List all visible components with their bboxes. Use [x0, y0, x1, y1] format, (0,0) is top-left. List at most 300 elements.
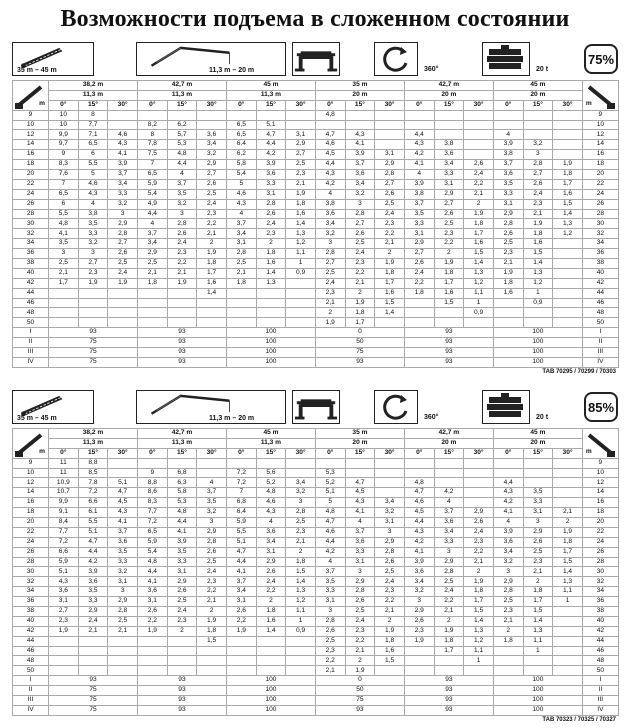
- table-row: [13, 636, 619, 646]
- telescope-section-label: II: [582, 338, 618, 348]
- load-value-cell: 4,7: [315, 518, 345, 528]
- load-value-cell: 3,2: [78, 239, 108, 249]
- load-value-cell: 2,4: [345, 249, 375, 259]
- load-value-cell: 1,6: [464, 239, 494, 249]
- load-value-cell: 7,2: [226, 478, 256, 488]
- load-value-cell: 1,5: [523, 249, 553, 259]
- telescope-section-label: I: [13, 328, 49, 338]
- load-value-cell: 2,1: [464, 189, 494, 199]
- load-value-cell: 3,5: [108, 547, 138, 557]
- radius-cell: 28: [13, 209, 49, 219]
- radius-cell: 20: [13, 518, 49, 528]
- load-value-cell: [108, 298, 138, 308]
- load-value-cell: 2,3: [49, 616, 79, 626]
- load-value-cell: [553, 656, 583, 666]
- load-value-cell: 2,9: [256, 557, 286, 567]
- load-value-cell: [286, 318, 316, 328]
- load-value-cell: 2,4: [167, 239, 197, 249]
- telescope-percent-cell: 50: [315, 338, 404, 348]
- boom-length-label: 35 m – 45 m: [17, 67, 57, 74]
- load-value-cell: 2: [523, 577, 553, 587]
- load-value-cell: 2,1: [197, 229, 227, 239]
- load-value-cell: 2,3: [78, 268, 108, 278]
- header-row-angle: [13, 448, 619, 458]
- load-value-cell: 3,3: [523, 498, 553, 508]
- load-value-cell: [464, 498, 494, 508]
- load-value-cell: 6,5: [226, 120, 256, 130]
- load-value-cell: 2,4: [345, 616, 375, 626]
- telescope-percent-cell: 93: [404, 357, 493, 367]
- load-value-cell: 3,1: [226, 597, 256, 607]
- load-value-cell: 5,4: [137, 189, 167, 199]
- load-value-cell: 7,2: [226, 468, 256, 478]
- load-value-cell: 5,5: [226, 527, 256, 537]
- radius-cell: 9: [582, 458, 618, 468]
- load-value-cell: [167, 288, 197, 298]
- load-value-cell: 3,5: [523, 488, 553, 498]
- radius-cell: 36: [582, 597, 618, 607]
- load-value-cell: 2,3: [286, 170, 316, 180]
- load-value-cell: 2,3: [375, 219, 405, 229]
- load-value-cell: 4,4: [404, 130, 434, 140]
- telescope-percent-cell: 75: [49, 338, 138, 348]
- load-value-cell: 3,2: [108, 199, 138, 209]
- load-value-cell: 4,2: [404, 150, 434, 160]
- load-value-cell: 3,8: [493, 150, 523, 160]
- load-value-cell: [137, 636, 167, 646]
- load-value-cell: 2,7: [315, 259, 345, 269]
- jib-angle-header: 15°: [78, 100, 108, 110]
- telescope-percent-cell: 100: [226, 705, 315, 715]
- load-value-cell: [286, 278, 316, 288]
- jib-angle-header: 0°: [49, 100, 79, 110]
- jib-length-header: 11,3 m: [226, 90, 315, 100]
- jib-angle-header: 15°: [434, 100, 464, 110]
- load-value-cell: [167, 646, 197, 656]
- load-value-cell: 2,3: [404, 626, 434, 636]
- load-value-cell: 3,1: [167, 567, 197, 577]
- jib-angle-header: 0°: [493, 448, 523, 458]
- load-value-cell: 3,1: [315, 597, 345, 607]
- load-value-cell: [375, 120, 405, 130]
- load-value-cell: 4,4: [315, 160, 345, 170]
- load-value-cell: [404, 110, 434, 120]
- load-value-cell: 11: [49, 458, 79, 468]
- load-value-cell: 2,5: [493, 597, 523, 607]
- load-value-cell: 3,1: [256, 189, 286, 199]
- load-value-cell: [167, 666, 197, 676]
- load-value-cell: 4,8: [256, 488, 286, 498]
- telescope-section-label: III: [582, 696, 618, 706]
- load-value-cell: [553, 646, 583, 656]
- radius-cell: 40: [582, 616, 618, 626]
- load-value-cell: 1,7: [434, 646, 464, 656]
- radius-cell: 48: [13, 656, 49, 666]
- load-value-cell: [286, 298, 316, 308]
- load-value-cell: [226, 110, 256, 120]
- load-value-cell: [464, 110, 494, 120]
- telescope-percent-row: [13, 357, 619, 367]
- load-value-cell: [286, 120, 316, 130]
- load-value-cell: 3,6: [108, 537, 138, 547]
- load-value-cell: 7: [137, 160, 167, 170]
- load-value-cell: 2,7: [49, 607, 79, 617]
- load-value-cell: 2,1: [464, 557, 494, 567]
- telescope-percent-cell: 100: [493, 696, 582, 706]
- telescope-percent-cell: 93: [137, 705, 226, 715]
- load-value-cell: 2,8: [493, 219, 523, 229]
- load-value-cell: 5,3: [315, 468, 345, 478]
- table-row: [13, 278, 619, 288]
- load-table: [12, 428, 619, 716]
- load-value-cell: [553, 607, 583, 617]
- load-value-cell: 2,6: [464, 518, 494, 528]
- table-row: [13, 626, 619, 636]
- load-value-cell: 1,6: [375, 288, 405, 298]
- load-value-cell: [108, 646, 138, 656]
- load-value-cell: [197, 120, 227, 130]
- telescope-percent-cell: 0: [315, 676, 404, 686]
- load-value-cell: [108, 468, 138, 478]
- load-value-cell: [256, 666, 286, 676]
- load-value-cell: 2,7: [78, 259, 108, 269]
- table-row: [13, 110, 619, 120]
- jib-length-header: 11,3 m: [49, 90, 138, 100]
- radius-cell: 14: [13, 140, 49, 150]
- load-value-cell: 4,4: [315, 537, 345, 547]
- jib-angle-header: 30°: [286, 448, 316, 458]
- load-value-cell: 2,3: [315, 646, 345, 656]
- telescope-percent-cell: 100: [493, 686, 582, 696]
- jib-angle-header: 30°: [197, 100, 227, 110]
- load-value-cell: 9,1: [49, 508, 79, 518]
- boom-length-label: 35 m – 45 m: [17, 415, 57, 422]
- load-value-cell: 1,7: [553, 547, 583, 557]
- load-value-cell: [167, 318, 197, 328]
- load-value-cell: [137, 308, 167, 318]
- load-value-cell: 2,6: [345, 229, 375, 239]
- load-value-cell: 2,8: [315, 249, 345, 259]
- load-value-cell: 4,6: [315, 527, 345, 537]
- load-value-cell: [197, 318, 227, 328]
- load-value-cell: 1,9: [434, 626, 464, 636]
- load-value-cell: 3,4: [226, 229, 256, 239]
- load-value-cell: 3,6: [256, 170, 286, 180]
- load-value-cell: 2,1: [493, 259, 523, 269]
- load-value-cell: 9: [49, 150, 79, 160]
- table-row: [13, 646, 619, 656]
- jib-angle-header: 15°: [256, 448, 286, 458]
- load-value-cell: 2,6: [315, 626, 345, 636]
- telescope-section-label: IV: [582, 357, 618, 367]
- load-value-cell: [434, 308, 464, 318]
- load-value-cell: 4,8: [315, 508, 345, 518]
- radius-cell: 24: [13, 189, 49, 199]
- load-value-cell: 4,2: [404, 537, 434, 547]
- load-value-cell: 1,8: [286, 199, 316, 209]
- radius-cell: 22: [582, 179, 618, 189]
- load-value-cell: 3: [523, 518, 553, 528]
- radius-cell: 34: [13, 587, 49, 597]
- radius-cell: 18: [13, 508, 49, 518]
- load-value-cell: 3,2: [197, 150, 227, 160]
- load-value-cell: [553, 498, 583, 508]
- load-value-cell: 3,4: [256, 537, 286, 547]
- load-value-cell: [523, 308, 553, 318]
- load-value-cell: 4,3: [345, 498, 375, 508]
- boom-length-header: 35 m: [315, 429, 404, 439]
- load-value-cell: 1,7: [49, 278, 79, 288]
- unit-label: m: [585, 100, 592, 108]
- load-value-cell: 1,4: [256, 268, 286, 278]
- load-value-cell: 1,4: [553, 209, 583, 219]
- load-value-cell: 2,9: [197, 527, 227, 537]
- telescope-percent-cell: 0: [315, 328, 404, 338]
- load-value-cell: 2,2: [375, 229, 405, 239]
- load-value-cell: 2,4: [464, 527, 494, 537]
- table-row: [13, 547, 619, 557]
- table-row: [13, 130, 619, 140]
- load-value-cell: 3,6: [345, 170, 375, 180]
- load-value-cell: [226, 458, 256, 468]
- load-value-cell: 2: [345, 656, 375, 666]
- load-value-cell: 2: [256, 597, 286, 607]
- load-value-cell: 2,2: [375, 597, 405, 607]
- telescope-percent-cell: 50: [315, 686, 404, 696]
- telescope-section-label: IV: [13, 357, 49, 367]
- load-value-cell: [464, 130, 494, 140]
- load-value-cell: 4,4: [167, 518, 197, 528]
- load-value-cell: 6,8: [226, 498, 256, 508]
- telescope-percent-cell: 75: [49, 348, 138, 358]
- load-value-cell: 2,6: [375, 189, 405, 199]
- telescope-percent-row: [13, 676, 619, 686]
- load-value-cell: 2,4: [167, 607, 197, 617]
- load-value-cell: [404, 120, 434, 130]
- telescope-section-label: III: [582, 348, 618, 358]
- load-value-cell: 3: [404, 597, 434, 607]
- jib-length-header: 20 m: [493, 90, 582, 100]
- load-value-cell: 2,9: [375, 537, 405, 547]
- load-value-cell: 3,9: [345, 150, 375, 160]
- load-value-cell: 1,3: [523, 268, 553, 278]
- load-value-cell: 1,8: [523, 587, 553, 597]
- load-value-cell: [345, 110, 375, 120]
- load-value-cell: 2,5: [493, 239, 523, 249]
- jib-angle-header: 30°: [553, 100, 583, 110]
- table-row: [13, 160, 619, 170]
- jib-angle-header: 0°: [137, 100, 167, 110]
- load-value-cell: 3: [315, 239, 345, 249]
- load-value-cell: [197, 646, 227, 656]
- load-value-cell: 1,9: [78, 278, 108, 288]
- load-value-cell: 1,8: [197, 626, 227, 636]
- load-value-cell: 2,6: [256, 567, 286, 577]
- load-value-cell: 3,2: [375, 508, 405, 518]
- load-value-cell: [108, 656, 138, 666]
- load-value-cell: [256, 636, 286, 646]
- load-value-cell: 2,2: [226, 616, 256, 626]
- telescope-percent-cell: 100: [226, 696, 315, 706]
- load-value-cell: [167, 636, 197, 646]
- radius-cell: 10: [13, 120, 49, 130]
- load-value-cell: [404, 458, 434, 468]
- load-value-cell: 2,7: [197, 170, 227, 180]
- load-value-cell: 6,5: [49, 189, 79, 199]
- load-value-cell: 4,6: [226, 189, 256, 199]
- load-value-cell: 1,9: [375, 259, 405, 269]
- load-value-cell: 1,6: [493, 288, 523, 298]
- load-value-cell: 2,3: [256, 229, 286, 239]
- radius-cell: 32: [582, 577, 618, 587]
- load-value-cell: 2,9: [464, 508, 494, 518]
- load-value-cell: 1,7: [523, 597, 553, 607]
- radius-cell: 50: [13, 318, 49, 328]
- telescope-percent-cell: 100: [493, 676, 582, 686]
- boom-length-header: 45 m: [226, 429, 315, 439]
- load-value-cell: 1,8: [493, 278, 523, 288]
- load-value-cell: 0,9: [286, 626, 316, 636]
- radius-cell: 26: [13, 547, 49, 557]
- load-value-cell: 1,6: [375, 646, 405, 656]
- slew-angle-label: 360°: [424, 66, 439, 73]
- load-value-cell: 4,1: [493, 508, 523, 518]
- load-value-cell: 5,1: [108, 478, 138, 488]
- jib-angle-header: 0°: [226, 448, 256, 458]
- load-value-cell: 2,5: [286, 518, 316, 528]
- radius-cell: 38: [13, 607, 49, 617]
- load-value-cell: 1,9: [315, 318, 345, 328]
- load-value-cell: 7,1: [78, 130, 108, 140]
- load-value-cell: [404, 318, 434, 328]
- load-value-cell: 4,3: [493, 488, 523, 498]
- load-value-cell: 1,5: [375, 656, 405, 666]
- radius-cell: 44: [13, 636, 49, 646]
- load-value-cell: 3,8: [404, 189, 434, 199]
- load-value-cell: 2,3: [286, 527, 316, 537]
- load-value-cell: [345, 458, 375, 468]
- radius-cell: 30: [13, 567, 49, 577]
- load-value-cell: [375, 478, 405, 488]
- telescope-percent-cell: 75: [315, 348, 404, 358]
- load-value-cell: 3,1: [375, 150, 405, 160]
- boom-length-header: 35 m: [315, 81, 404, 91]
- load-value-cell: 1,4: [464, 259, 494, 269]
- load-value-cell: 2,8: [286, 508, 316, 518]
- jib-angle-header: 15°: [167, 448, 197, 458]
- load-value-cell: [404, 646, 434, 656]
- load-value-cell: 1,9: [197, 249, 227, 259]
- load-table: [12, 80, 619, 368]
- load-value-cell: 2,1: [286, 537, 316, 547]
- jib-length-header: 20 m: [315, 438, 404, 448]
- page-title: Возможности подъема в сложенном состоянии: [60, 6, 570, 32]
- load-value-cell: [49, 288, 79, 298]
- load-value-cell: 2,1: [286, 179, 316, 189]
- load-value-cell: 5,9: [137, 537, 167, 547]
- load-value-cell: 3,6: [434, 150, 464, 160]
- load-value-cell: 2,2: [256, 587, 286, 597]
- crane-diagram-left: [13, 81, 49, 111]
- load-value-cell: 4: [197, 478, 227, 488]
- load-value-cell: 4,1: [345, 508, 375, 518]
- telescope-section-label: I: [582, 328, 618, 338]
- load-value-cell: 3,3: [167, 557, 197, 567]
- load-value-cell: 2,8: [226, 249, 256, 259]
- load-value-cell: 4,2: [315, 547, 345, 557]
- load-value-cell: 3,2: [108, 567, 138, 577]
- load-value-cell: [286, 468, 316, 478]
- load-value-cell: 4: [167, 170, 197, 180]
- radius-cell: 42: [582, 278, 618, 288]
- load-value-cell: [137, 110, 167, 120]
- load-value-cell: 1,5: [464, 249, 494, 259]
- load-value-cell: 3,6: [404, 567, 434, 577]
- load-value-cell: 2,5: [434, 219, 464, 229]
- load-value-cell: 5: [315, 498, 345, 508]
- load-value-cell: 4: [315, 557, 345, 567]
- load-value-cell: [434, 656, 464, 666]
- load-value-cell: 1,4: [523, 616, 553, 626]
- crane-diagram-right: [582, 429, 618, 459]
- load-value-cell: 3,5: [78, 219, 108, 229]
- radius-cell: 46: [582, 646, 618, 656]
- jib-angle-header: 0°: [49, 448, 79, 458]
- load-value-cell: [226, 308, 256, 318]
- load-value-cell: 2,6: [167, 587, 197, 597]
- radius-cell: 46: [13, 646, 49, 656]
- load-value-cell: [256, 308, 286, 318]
- telescope-section-label: IV: [582, 705, 618, 715]
- table-row: [13, 468, 619, 478]
- load-value-cell: [523, 468, 553, 478]
- header-row-boom: [13, 429, 619, 439]
- load-value-cell: 2,3: [315, 288, 345, 298]
- boom-length-icon-box: [12, 390, 94, 424]
- load-value-cell: 3,9: [404, 179, 434, 189]
- crane-diagram-right: [582, 81, 618, 111]
- table-row: [13, 209, 619, 219]
- load-value-cell: [493, 666, 523, 676]
- load-value-cell: 2: [464, 199, 494, 209]
- load-value-cell: 2: [375, 249, 405, 259]
- load-value-cell: 2,3: [197, 209, 227, 219]
- load-value-cell: 3,8: [434, 140, 464, 150]
- crane-diagram-left: [13, 429, 49, 459]
- load-value-cell: 1,6: [197, 278, 227, 288]
- load-value-cell: 5,1: [226, 537, 256, 547]
- load-value-cell: 1,3: [286, 229, 316, 239]
- load-value-cell: 1,9: [523, 219, 553, 229]
- load-value-cell: 5,5: [78, 160, 108, 170]
- load-value-cell: 4: [493, 518, 523, 528]
- load-value-cell: 2,8: [167, 219, 197, 229]
- load-value-cell: [286, 458, 316, 468]
- load-value-cell: 6: [78, 150, 108, 160]
- load-value-cell: 2: [493, 626, 523, 636]
- load-value-cell: 9: [137, 468, 167, 478]
- boom-length-header: 42,7 m: [404, 81, 493, 91]
- load-value-cell: 10,9: [49, 478, 79, 488]
- load-value-cell: 3,9: [404, 557, 434, 567]
- load-value-cell: [167, 656, 197, 666]
- boom-length-header: 38,2 m: [49, 81, 138, 91]
- load-value-cell: 4,3: [256, 508, 286, 518]
- load-value-cell: 4,8: [49, 219, 79, 229]
- load-value-cell: [108, 318, 138, 328]
- load-value-cell: [464, 478, 494, 488]
- load-value-cell: 1,9: [553, 527, 583, 537]
